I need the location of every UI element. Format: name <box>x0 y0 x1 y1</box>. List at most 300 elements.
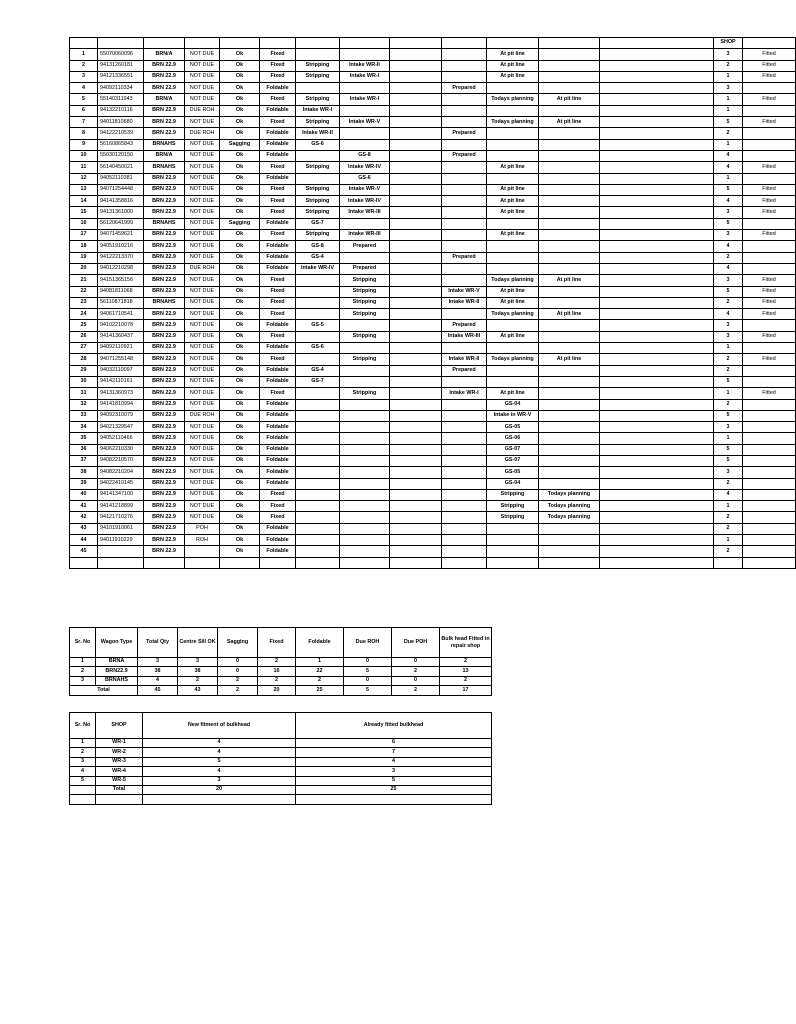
progress-2 <box>340 49 390 60</box>
centre-sill-status: Sagging <box>220 139 260 150</box>
due-status: ROH <box>185 535 220 546</box>
fitted-status <box>743 320 796 331</box>
progress-2 <box>340 320 390 331</box>
progress-4 <box>442 376 487 387</box>
cell <box>220 38 260 49</box>
bulkhead-type: Fixed <box>260 184 296 195</box>
fitted-status <box>743 523 796 534</box>
shop-number: 5 <box>714 376 743 387</box>
table-row <box>70 422 796 433</box>
progress-3 <box>390 173 442 184</box>
progress-2 <box>340 512 390 523</box>
table-row <box>70 275 796 286</box>
progress-3 <box>390 388 442 399</box>
progress-6 <box>539 207 600 218</box>
wagon-type-header: Wagon Type <box>96 628 138 658</box>
table-row <box>70 331 796 342</box>
table-row <box>70 117 796 128</box>
progress-1: GS-4 <box>296 365 340 376</box>
sr-no: 36 <box>70 444 98 455</box>
table-row <box>70 252 796 263</box>
sr-no: 8 <box>70 128 98 139</box>
due-status: DUE ROH <box>185 263 220 274</box>
progress-5 <box>487 252 539 263</box>
sr-no-header: Sr. No <box>70 713 96 739</box>
progress-1 <box>296 388 340 399</box>
progress-6: At pit line <box>539 94 600 105</box>
wagon-number <box>98 546 144 557</box>
summary-fitted: 13 <box>440 667 492 676</box>
bulkhead-type: Foldable <box>260 444 296 455</box>
progress-6 <box>539 263 600 274</box>
progress-6: Todays planning <box>539 489 600 500</box>
shop-number: 5 <box>714 218 743 229</box>
progress-3 <box>390 286 442 297</box>
centre-sill-status: Ok <box>220 523 260 534</box>
wagon-type: BRN 22.9 <box>144 117 185 128</box>
progress-4 <box>442 60 487 71</box>
fitted-status: Fitted <box>743 117 796 128</box>
sr-no: 30 <box>70 376 98 387</box>
summary-total-row <box>70 686 492 695</box>
wagon-number: 94141358816 <box>98 196 144 207</box>
progress-2 <box>340 444 390 455</box>
progress-1: GS-6 <box>296 139 340 150</box>
wagon-number: 94081811068 <box>98 286 144 297</box>
due-status: NOT DUE <box>185 455 220 466</box>
progress-6 <box>539 343 600 354</box>
sr-no: 23 <box>70 297 98 308</box>
due-status: NOT DUE <box>185 150 220 161</box>
progress-2: Prepared <box>340 263 390 274</box>
progress-7 <box>600 71 714 82</box>
wagon-type: BRN 22.9 <box>144 388 185 399</box>
sr-no: 42 <box>70 512 98 523</box>
wagon-number: 94121336551 <box>98 71 144 82</box>
wagon-type: BRN 22.9 <box>144 263 185 274</box>
progress-7 <box>600 162 714 173</box>
fitted-status: Fitted <box>743 196 796 207</box>
centre-sill-status: Ok <box>220 297 260 308</box>
progress-4: Prepared <box>442 83 487 94</box>
progress-6 <box>539 252 600 263</box>
wagon-type: BRN 22.9 <box>144 286 185 297</box>
wagon-type: BRN 22.9 <box>144 60 185 71</box>
progress-6 <box>539 320 600 331</box>
sr-no: 26 <box>70 331 98 342</box>
sr-no: 14 <box>70 196 98 207</box>
progress-7 <box>600 83 714 94</box>
wagon-number: 56140450021 <box>98 162 144 173</box>
progress-3 <box>390 455 442 466</box>
progress-3 <box>390 512 442 523</box>
wagon-number: 94102210078 <box>98 320 144 331</box>
progress-3 <box>390 489 442 500</box>
sr-no: 12 <box>70 173 98 184</box>
progress-6 <box>539 388 600 399</box>
fixed-header: Fixed <box>258 628 296 658</box>
progress-4: Prepared <box>442 150 487 161</box>
due-status: NOT DUE <box>185 207 220 218</box>
bulkhead-type: Foldable <box>260 478 296 489</box>
bulkhead-type: Foldable <box>260 241 296 252</box>
wagon-number: 56120641999 <box>98 218 144 229</box>
progress-4: Intake WR-I <box>442 388 487 399</box>
wagon-type: BRN 22.9 <box>144 535 185 546</box>
centre-sill-status: Ok <box>220 535 260 546</box>
wagon-type: BRN 22.9 <box>144 105 185 116</box>
table-row <box>70 376 796 387</box>
progress-4 <box>442 49 487 60</box>
centre-sill-status: Ok <box>220 230 260 241</box>
fitted-status <box>743 218 796 229</box>
sr-no: 29 <box>70 365 98 376</box>
bulkhead-type: Foldable <box>260 320 296 331</box>
sr-no: 41 <box>70 501 98 512</box>
progress-2: Stripping <box>340 286 390 297</box>
shop-number: 5 <box>714 286 743 297</box>
progress-1 <box>296 546 340 557</box>
new-fitment-header: New fitment of bulkhead <box>143 713 296 739</box>
table-row <box>70 489 796 500</box>
due-status: NOT DUE <box>185 230 220 241</box>
progress-2 <box>340 467 390 478</box>
wagon-type: BRN 22.9 <box>144 422 185 433</box>
cell <box>487 557 539 568</box>
fitted-status <box>743 422 796 433</box>
fitted-status <box>743 489 796 500</box>
progress-5: Intake in WR-V <box>487 410 539 421</box>
progress-1 <box>296 297 340 308</box>
sr-no: 28 <box>70 354 98 365</box>
table-row <box>70 196 796 207</box>
shop-number: 1 <box>714 433 743 444</box>
centre-sill-status: Ok <box>220 343 260 354</box>
wagon-type: BRNAHS <box>144 297 185 308</box>
due-status <box>185 546 220 557</box>
progress-3 <box>390 410 442 421</box>
wagon-number: 94011810680 <box>98 117 144 128</box>
progress-7 <box>600 410 714 421</box>
shop-number: 2 <box>714 128 743 139</box>
progress-6 <box>539 422 600 433</box>
progress-4 <box>442 399 487 410</box>
progress-7 <box>600 230 714 241</box>
progress-7 <box>600 275 714 286</box>
bulkhead-type: Fixed <box>260 388 296 399</box>
progress-3 <box>390 162 442 173</box>
bulkhead-type: Fixed <box>260 331 296 342</box>
wagon-type: BRN 22.9 <box>144 343 185 354</box>
shop-name: WR-2 <box>96 748 143 757</box>
wagon-type: BRN 22.9 <box>144 410 185 421</box>
progress-1: GS-7 <box>296 376 340 387</box>
sr-no: 35 <box>70 433 98 444</box>
centre-sill-status: Sagging <box>220 218 260 229</box>
sr-no: 24 <box>70 309 98 320</box>
bulkhead-type: Foldable <box>260 535 296 546</box>
table-row <box>70 128 796 139</box>
bulkhead-type: Fixed <box>260 275 296 286</box>
bulkhead-type: Fixed <box>260 60 296 71</box>
progress-4: Prepared <box>442 365 487 376</box>
progress-1 <box>296 512 340 523</box>
progress-1 <box>296 535 340 546</box>
due-status: NOT DUE <box>185 388 220 399</box>
centre-sill-status: Ok <box>220 388 260 399</box>
progress-3 <box>390 150 442 161</box>
fitted-status: Fitted <box>743 230 796 241</box>
total-qty-header: Total Qty <box>138 628 178 658</box>
shop-number: 1 <box>714 343 743 354</box>
table-row <box>70 399 796 410</box>
cell <box>260 557 296 568</box>
sr-no: 4 <box>70 83 98 94</box>
progress-3 <box>390 196 442 207</box>
progress-2 <box>340 365 390 376</box>
progress-2: Stripping <box>340 354 390 365</box>
bulkhead-type: Fixed <box>260 286 296 297</box>
shop-row <box>70 739 492 748</box>
progress-5: GS-05 <box>487 467 539 478</box>
progress-5: At pit line <box>487 162 539 173</box>
due-status: NOT DUE <box>185 218 220 229</box>
progress-2 <box>340 523 390 534</box>
summary-sag: 0 <box>218 667 258 676</box>
sr-no: 19 <box>70 252 98 263</box>
bulkhead-type: Fixed <box>260 162 296 173</box>
wagon-number: 94062210330 <box>98 444 144 455</box>
progress-4 <box>442 478 487 489</box>
cell <box>98 557 144 568</box>
progress-2 <box>340 489 390 500</box>
progress-1 <box>296 399 340 410</box>
centre-sill-status: Ok <box>220 196 260 207</box>
wagon-status-table <box>69 37 796 569</box>
centre-sill-status: Ok <box>220 365 260 376</box>
sagging-header: Sagging <box>218 628 258 658</box>
wagon-type: BRN 22.9 <box>144 71 185 82</box>
sr-no: 5 <box>70 94 98 105</box>
progress-6 <box>539 230 600 241</box>
progress-5: At pit line <box>487 286 539 297</box>
bulkhead-type: Fixed <box>260 501 296 512</box>
due-status: NOT DUE <box>185 173 220 184</box>
wagon-type: BRN 22.9 <box>144 275 185 286</box>
due-status: NOT DUE <box>185 309 220 320</box>
shop-number: 1 <box>714 388 743 399</box>
sr-no: 18 <box>70 241 98 252</box>
sr-no: 2 <box>70 60 98 71</box>
wagon-number: 55140311943 <box>98 94 144 105</box>
progress-2 <box>340 83 390 94</box>
shop-number: 2 <box>714 60 743 71</box>
total-sag: 2 <box>218 686 258 695</box>
new-fitment: 4 <box>143 767 296 776</box>
shop-number: 4 <box>714 150 743 161</box>
shop-number: 3 <box>714 331 743 342</box>
wagon-type: BRN 22.9 <box>144 444 185 455</box>
bulkhead-type: Fixed <box>260 196 296 207</box>
sr-no: 13 <box>70 184 98 195</box>
wagon-type: BRN 22.9 <box>144 309 185 320</box>
centre-sill-status: Ok <box>220 207 260 218</box>
progress-3 <box>390 207 442 218</box>
progress-4 <box>442 535 487 546</box>
wagon-type: BRN 22.9 <box>144 230 185 241</box>
progress-5 <box>487 150 539 161</box>
progress-6: At pit line <box>539 117 600 128</box>
wagon-type: BRN 22.9 <box>144 354 185 365</box>
progress-1: Intake WR-I <box>296 105 340 116</box>
summary-fixed: 2 <box>258 658 296 667</box>
table-row <box>70 546 796 557</box>
progress-3 <box>390 218 442 229</box>
centre-sill-status: Ok <box>220 105 260 116</box>
progress-1 <box>296 433 340 444</box>
table-row <box>70 523 796 534</box>
progress-1: Stripping <box>296 196 340 207</box>
fitted-status <box>743 478 796 489</box>
progress-6 <box>539 173 600 184</box>
shop-number: 1 <box>714 173 743 184</box>
summary-fitted: 2 <box>440 658 492 667</box>
progress-2: Intake WR-V <box>340 184 390 195</box>
due-status: POH <box>185 523 220 534</box>
progress-7 <box>600 128 714 139</box>
shop-number: 3 <box>714 422 743 433</box>
shop-sr: 5 <box>70 776 96 785</box>
progress-1 <box>296 467 340 478</box>
bulkhead-type: Foldable <box>260 365 296 376</box>
progress-2: Intake WR-I <box>340 71 390 82</box>
progress-5: At pit line <box>487 49 539 60</box>
wagon-number: 94071459621 <box>98 230 144 241</box>
progress-7 <box>600 343 714 354</box>
sr-no: 7 <box>70 117 98 128</box>
shop-number: 1 <box>714 105 743 116</box>
centre-sill-status: Ok <box>220 478 260 489</box>
progress-5: At pit line <box>487 331 539 342</box>
progress-7 <box>600 376 714 387</box>
bulkhead-type: Foldable <box>260 150 296 161</box>
already-fitted: 6 <box>296 739 492 748</box>
fitted-status <box>743 455 796 466</box>
summary-qty: 4 <box>138 676 178 685</box>
table-row <box>70 286 796 297</box>
progress-5: Todays planning <box>487 94 539 105</box>
progress-2 <box>340 376 390 387</box>
progress-7 <box>600 309 714 320</box>
progress-3 <box>390 523 442 534</box>
progress-4 <box>442 546 487 557</box>
wagon-number: 94092110334 <box>98 83 144 94</box>
shop-number: 2 <box>714 365 743 376</box>
progress-3 <box>390 230 442 241</box>
fitted-status <box>743 433 796 444</box>
shop-number: 2 <box>714 297 743 308</box>
progress-2 <box>340 399 390 410</box>
centre-sill-status: Ok <box>220 173 260 184</box>
shop-number: 5 <box>714 410 743 421</box>
shop-number: 2 <box>714 354 743 365</box>
progress-1: GS-6 <box>296 343 340 354</box>
shop-name: WR-4 <box>96 767 143 776</box>
progress-7 <box>600 535 714 546</box>
progress-3 <box>390 354 442 365</box>
wagon-number: 56110871818 <box>98 297 144 308</box>
summary-header-row <box>70 628 492 658</box>
progress-3 <box>390 343 442 354</box>
fitted-status <box>743 139 796 150</box>
shop-number: 3 <box>714 230 743 241</box>
shop-number: 2 <box>714 523 743 534</box>
sr-no: 27 <box>70 343 98 354</box>
cell <box>390 38 442 49</box>
shop-number: 4 <box>714 162 743 173</box>
progress-5 <box>487 173 539 184</box>
already-fitted: 4 <box>296 757 492 766</box>
progress-3 <box>390 94 442 105</box>
progress-5: GS-04 <box>487 399 539 410</box>
progress-1 <box>296 150 340 161</box>
sr-no: 25 <box>70 320 98 331</box>
progress-2 <box>340 128 390 139</box>
bulkhead-type: Foldable <box>260 173 296 184</box>
progress-3 <box>390 376 442 387</box>
due-status: DUE ROH <box>185 410 220 421</box>
wagon-type-summary-table <box>69 627 492 696</box>
wagon-number: 94141347100 <box>98 489 144 500</box>
due-status: NOT DUE <box>185 467 220 478</box>
bulkhead-type: Foldable <box>260 523 296 534</box>
wagon-number: 94122213370 <box>98 252 144 263</box>
progress-1: Stripping <box>296 230 340 241</box>
fitted-status <box>743 263 796 274</box>
summary-droh: 0 <box>344 658 392 667</box>
progress-1 <box>296 83 340 94</box>
wagon-number: 94092310079 <box>98 410 144 421</box>
wagon-type: BRN 22.9 <box>144 433 185 444</box>
table-row <box>70 49 796 60</box>
new-fitment: 5 <box>143 757 296 766</box>
progress-5 <box>487 343 539 354</box>
sr-no: 44 <box>70 535 98 546</box>
wagon-type: BRNAHS <box>144 139 185 150</box>
progress-1: Stripping <box>296 71 340 82</box>
shop-header: SHOP <box>96 713 143 739</box>
wagon-type: BRN 22.9 <box>144 83 185 94</box>
wagon-type: BRN 22.9 <box>144 365 185 376</box>
cell <box>539 38 600 49</box>
progress-3 <box>390 309 442 320</box>
summary-qty: 3 <box>138 658 178 667</box>
cell <box>98 38 144 49</box>
sr-no: 38 <box>70 467 98 478</box>
bulkhead-type: Foldable <box>260 343 296 354</box>
already-fitted-header: Already fitted bulkhead <box>296 713 492 739</box>
fitted-status: Fitted <box>743 331 796 342</box>
progress-4 <box>442 489 487 500</box>
progress-7 <box>600 218 714 229</box>
progress-2: Prepared <box>340 241 390 252</box>
fitted-status <box>743 376 796 387</box>
progress-6 <box>539 60 600 71</box>
progress-3 <box>390 433 442 444</box>
progress-4 <box>442 433 487 444</box>
total-fold: 25 <box>296 686 344 695</box>
cell <box>296 38 340 49</box>
